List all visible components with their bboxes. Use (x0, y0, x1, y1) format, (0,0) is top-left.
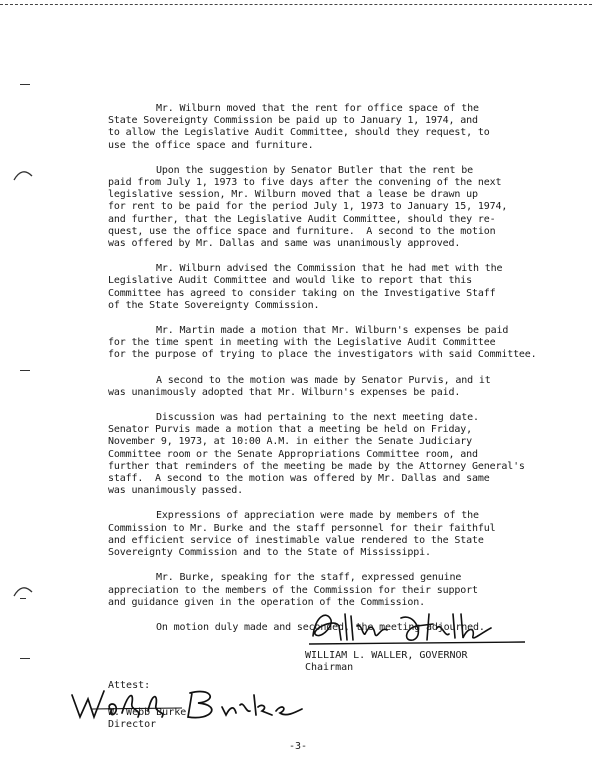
margin-mark (20, 84, 30, 85)
minutes-body (108, 103, 568, 634)
paragraph-text: Expressions of appreciation were made by members of the Commission to Mr. Burke and the staff personnel for their faithful and efficient service of inestimable value rendered to the State Sovereignty Commission and to the State of Mississippi. (108, 510, 496, 559)
paragraph-expenses-second (108, 375, 568, 399)
paragraph-text: Mr. Wilburn moved that the rent for office space of the State Sovereignty Commission be paid up to January 1, 1974, and to allow the Legislative Audit Committee, should they request, to use the office space and furniture. (108, 103, 490, 151)
closing-text: On motion duly made and seconded, the meeting adjourned. (156, 621, 485, 633)
paragraph-text: Mr. Burke, speaking for the staff, expressed genuine appreciation to the members of the Commission for their support and guidance given in the operation of the Commission. (108, 572, 478, 608)
director-signature (62, 683, 312, 727)
director-name: W. Webb Burke (108, 707, 187, 718)
page-number: -3- (289, 741, 308, 752)
paragraph-text: Mr. Martin made a motion that Mr. Wilburn's expenses be paid for the time spent in meeting with the Legislative Audit Committee for the purpose of trying to place the investigators with said Committee. (108, 325, 537, 361)
paragraph-text: A second to the motion was made by Senator Purvis, and it was unanimously adopted that Mr. Wilburn's expenses be paid. (108, 374, 491, 398)
paragraph-text: Discussion was had pertaining to the next meeting date. Senator Purvis made a motion that a meeting be held on Friday, November 9, 1973, at 10:00 A.M. in either the Senate Judiciary Committee room or the Senate Appropriations Committee room, and further that reminders of the meeting be made by the Attorney General's staff. A second to the motion was offered by Mr. Dallas and same was unanimously passed. (108, 412, 525, 497)
paragraph-lease (108, 165, 568, 250)
paragraph-next-meeting (108, 412, 568, 497)
paragraph-text: Upon the suggestion by Senator Butler that the rent be paid from July 1, 1973 to five days after the convening of the next legislative session, Mr. Wilburn moved that a lease be drawn up for rent to be paid for the period July 1, 1973 to January 15, 1974, and further, that the Legislative Audit Committee, should they re- quest, use the office space and furniture. A second to the motion was offered by Mr. Dallas and same was unanimously approved. (108, 164, 508, 250)
margin-mark (20, 370, 30, 371)
paragraph-expenses-motion (108, 325, 568, 362)
punch-hole-arc (12, 584, 34, 598)
punch-hole-arc (12, 168, 34, 182)
margin-mark (20, 598, 26, 599)
chairman-signature (305, 606, 535, 648)
chairman-title: Chairman (305, 662, 354, 673)
paragraph-text: Mr. Wilburn advised the Commission that he had met with the Legislative Audit Committee and would like to report that this Committee has agreed to consider taking on the Investigative Staff of the State Sovereignty Commission. (108, 263, 503, 311)
page-top-edge (0, 4, 592, 5)
paragraph-audit-committee (108, 263, 568, 312)
paragraph-rent (108, 103, 568, 152)
margin-mark (20, 658, 30, 659)
paragraph-burke-reply (108, 572, 568, 609)
attest-label: Attest: (108, 680, 151, 691)
paragraph-appreciation (108, 510, 568, 559)
director-title: Director (108, 719, 157, 730)
chairman-name: WILLIAM L. WALLER, GOVERNOR (305, 650, 468, 661)
